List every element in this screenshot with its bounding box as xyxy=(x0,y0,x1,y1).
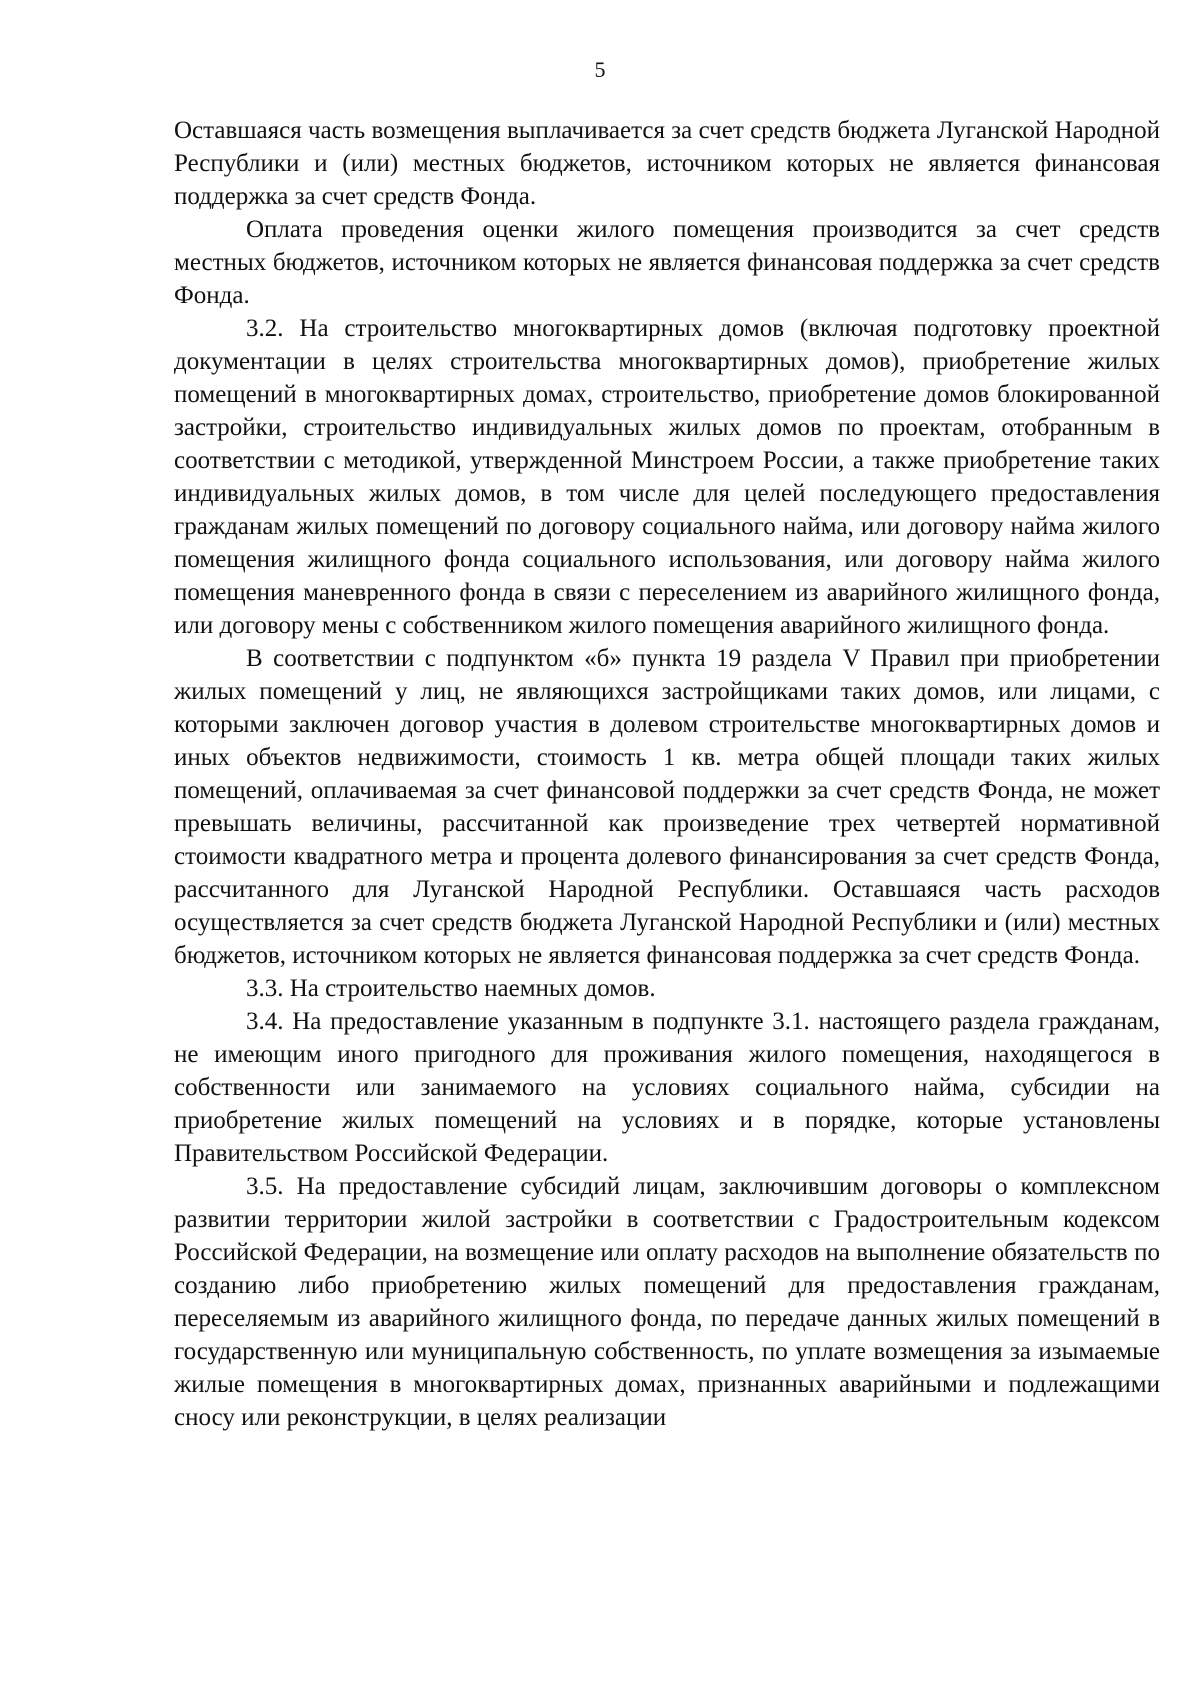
page-number: 5 xyxy=(594,57,606,82)
paragraph-3-2: 3.2. На строительство многоквартирных домов (включая подготовку проектной документации в целях строительства многоквартирных домов), приобретение жилых помещений в многоквартирных домах, строительство, приобретение домов блокированной застройки, строительство индивидуальных жилых домов по проектам, отобранным в соответствии с методикой, утвержденной Минстроем России, а также приобретение таких индивидуальных жилых домов, в том числе для целей последующего предоставления гражданам жилых помещений по договору социального найма, или договору найма жилого помещения жилищного фонда социального использования, или договору найма жилого помещения маневренного фонда в связи с переселением из аварийного жилищного фонда, или договору мены с собственником жилого помещения аварийного жилищного фонда. xyxy=(174,315,1160,639)
paragraph-3-5: 3.5. На предоставление субсидий лицам, заключившим договоры о комплексном развитии территории жилой застройки в соответствии с Градостроительным кодексом Российской Федерации, на возмещение или оплату расходов на выполнение обязательств по созданию либо приобретению жилых помещений для предоставления гражданам, переселяемым из аварийного жилищного фонда, по передаче данных жилых помещений в государственную или муниципальную собственность, по уплате возмещения за изымаемые жилые помещения в многоквартирных домах, признанных аварийными и подлежащими сносу или реконструкции, в целях реализации xyxy=(174,1173,1160,1431)
document-body xyxy=(174,114,1160,1434)
paragraph-rules-subclause-b: В соответствии с подпунктом «б» пункта 19 раздела V Правил при приобретении жилых помещений у лиц, не являющихся застройщиками таких домов, или лицами, с которыми заключен договор участия в долевом строительстве многоквартирных домов и иных объектов недвижимости, стоимость 1 кв. метра общей площади таких жилых помещений, оплачиваемая за счет финансовой поддержки за счет средств Фонда, не может превышать величины, рассчитанной как произведение трех четвертей нормативной стоимости квадратного метра и процента долевого финансирования за счет средств Фонда, рассчитанного для Луганской Народной Республики. Оставшаяся часть расходов осуществляется за счет средств бюджета Луганской Народной Республики и (или) местных бюджетов, источником которых не является финансовая поддержка за счет средств Фонда. xyxy=(174,645,1160,969)
paragraph-remaining-compensation: Оставшаяся часть возмещения выплачивается за счет средств бюджета Луганской Народной Республики и (или) местных бюджетов, источником которых не является финансовая поддержка за счет средств Фонда. xyxy=(174,117,1160,210)
paragraph-3-4: 3.4. На предоставление указанным в подпункте 3.1. настоящего раздела гражданам, не имеющим иного пригодного для проживания жилого помещения, находящегося в собственности или занимаемого на условиях социального найма, субсидии на приобретение жилых помещений на условиях и в порядке, которые установлены Правительством Российской Федерации. xyxy=(174,1008,1160,1167)
paragraph-valuation-payment: Оплата проведения оценки жилого помещения производится за счет средств местных бюджетов, источником которых не является финансовая поддержка за счет средств Фонда. xyxy=(174,216,1160,309)
paragraph-3-3: 3.3. На строительство наемных домов. xyxy=(246,975,656,1002)
